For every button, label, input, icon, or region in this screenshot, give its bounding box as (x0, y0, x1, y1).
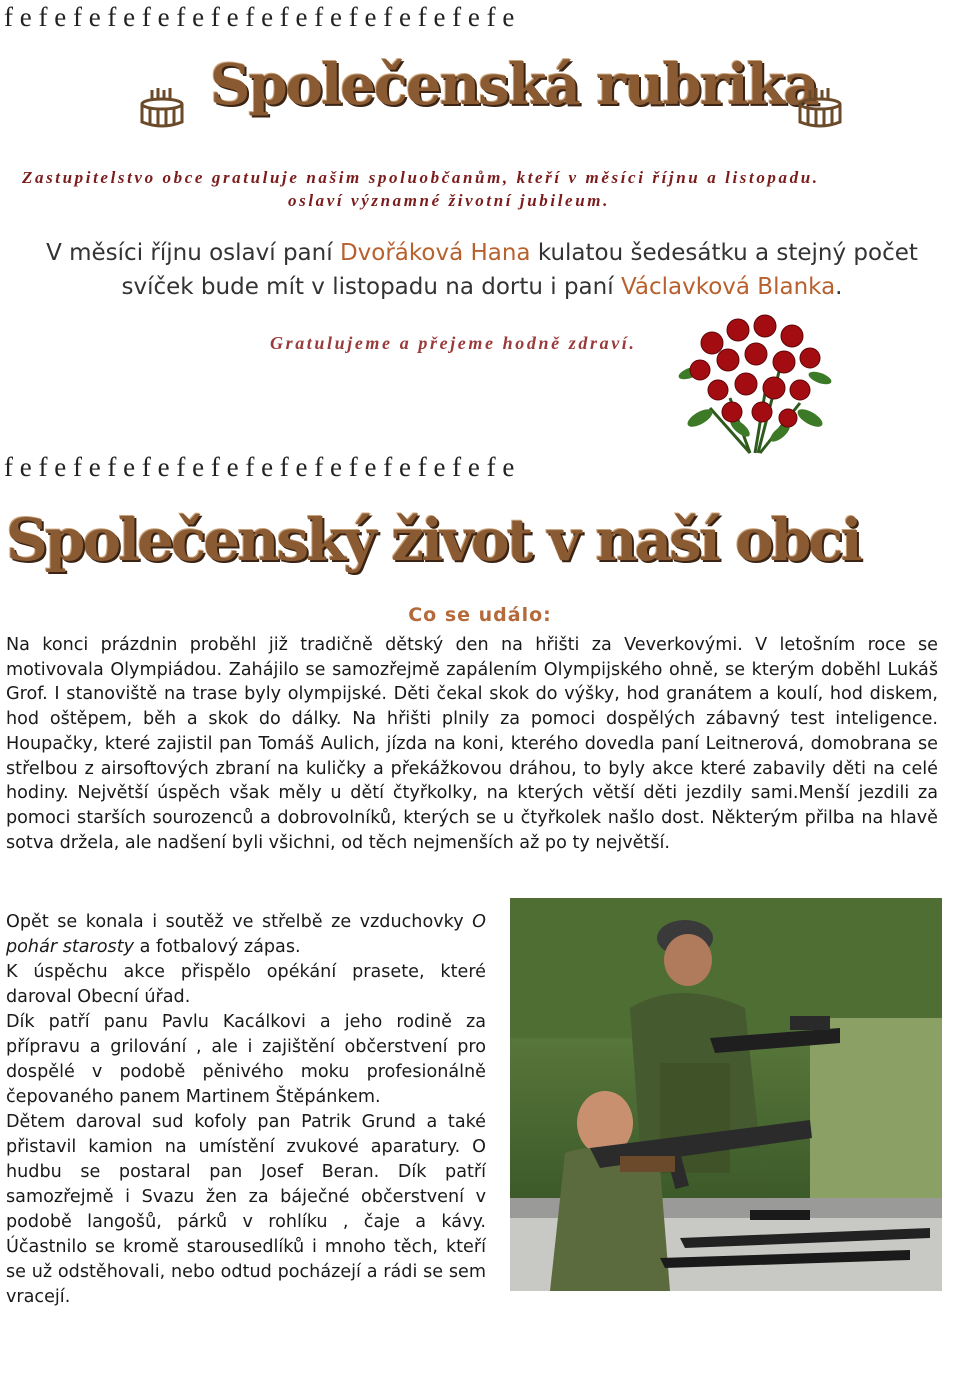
decorative-divider-top: f e f e f e f e f e f e f e f e f e f e f e f e f e f e f e (4, 2, 515, 32)
jubilant-name-2: Václavková Blanka (620, 274, 836, 300)
article-body: Na konci prázdnin proběhl již tradičně dětský den na hřišti za Veverkovými. V letošním roce se motivovala Olympiádou. Zahájilo se samozřejmě zapálením Olympijského ohně, se kterým doběhl Lukáš Grof. I stanoviště na trase byly olympijské. Děti čekal skok do výšky, hod granátem a koulí, hod diskem, hod oštěpem, běh a skok do dálky. Na hřišti plnily za pomoci dospělých zábavný test inteligence. Houpačky, které zajistil pan Tomáš Aulich, jízda na koni, kterého dovedla paní Leitnerová, domobrana se střelbou z airsoftových zbraní na kuličky a překážkovou dráhou, to byly akce které zabavily děti na celé hodiny. Největší úspěch však měly u dětí čtyřkolky, na kterých větší děti jezdily sami.Menší jezdili za pomoci starších sourozenců a dobrovolníků, kterých se u čtyřkolek našlo dost. Některým přilba na hlavě sotva držela, ale nadšení byli všichni, od těch nejmenších až po ty největší. (6, 635, 938, 853)
jubilee-announcement: V měsíci říjnu oslaví paní Dvořáková Hana kulatou šedesátku a stejný počet svíček bude mít v listopadu na dortu i paní Václavková Blanka. (46, 240, 918, 300)
greeting-line-1: Zastupitelstvo obce gratuluje našim spoluobčanům, kteří v měsíci říjnu a listopadu. (22, 168, 820, 187)
wish-text: Gratulujeme a přejeme hodně zdraví. (270, 333, 637, 353)
roses-bouquet-image (670, 308, 840, 458)
column-paragraph-1: Opět se konala i soutěž ve střelbě ze vzduchovky O pohár starosty a fotbalový zápas. (6, 912, 486, 957)
section-heading: Co se událo: (408, 604, 552, 626)
article-column (6, 910, 486, 1310)
decorative-divider-middle: f e f e f e f e f e f e f e f e f e f e f e f e f e f e f e (4, 452, 515, 482)
column-paragraph-4: Dětem daroval sud kofoly pan Patrik Grund a také přistavil kamion na umístění zvukové aparatury. O hudbu se postaral pan Josef Beran. Dík patří samozřejmě i Svazu žen za báječné občerstvení v podobě langošů, párků v rohlíku , čaje a kávy. Účastnilo se kromě starousedlíků i mnoho těch, kteří se už odstěhovali, nebo odtud pocházejí a rádi se sem vracejí. (6, 1112, 486, 1307)
column-paragraph-3: Dík patří panu Pavlu Kacálkovi a jeho rodině za přípravu a grilování , ale i zajištění občerstvení pro dospělé v podobě pěnivého moku profesionálně čepovaného panem Martinem Štěpánkem. (6, 1012, 486, 1107)
shooting-event-photo (510, 898, 942, 1291)
banner-spolecensky-zivot: Společenský život v naší obci (6, 506, 860, 574)
column-paragraph-2: K úspěchu akce přispělo opékání prasete, které daroval Obecní úřad. (6, 962, 486, 1007)
cake-icon-right (796, 84, 844, 132)
greeting-line-2: oslaví významné životní jubileum. (288, 191, 610, 210)
cake-icon-left (138, 84, 186, 132)
banner-spolecenska-rubrika: Společenská rubrika (210, 52, 818, 118)
jubilant-name-1: Dvořáková Hana (339, 240, 531, 266)
